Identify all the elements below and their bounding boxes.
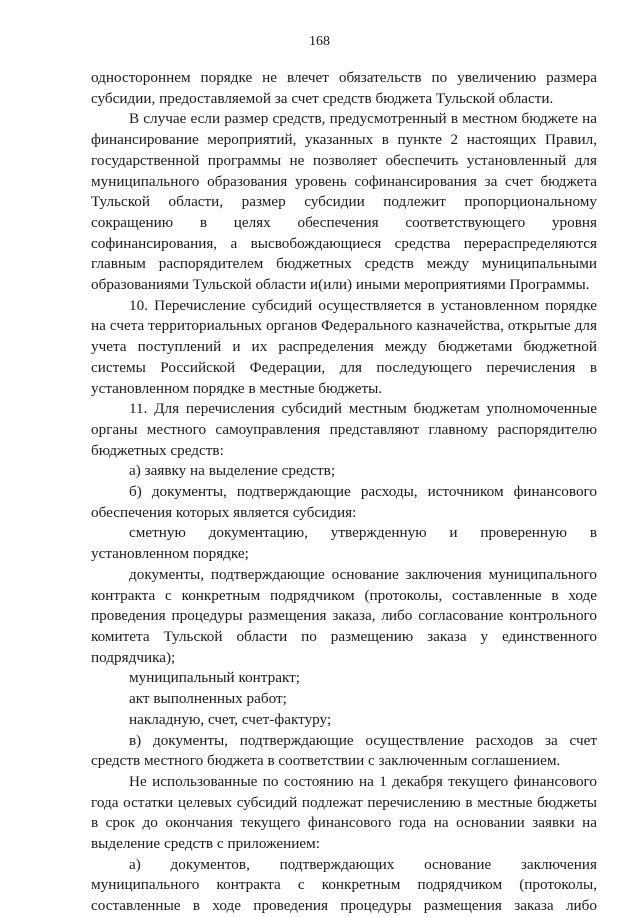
paragraph-continuation: одностороннем порядке не влечет обязательств по увеличению размера субсидии, предоставляемой за счет средств бюджета Тульской области. [91,69,597,107]
paragraph-subitem-v: в) документы, подтверждающие осуществление расходов за счет средств местного бюджета в соответствии с заключенным соглашением. [91,731,597,770]
paragraph-contract-basis: документы, подтверждающие основание заключения муниципального контракта с конкретным подрядчиком (протоколы, составленные в ходе проведения процедуры размещения заказа, либо согласование контрольного комитета Тульской области по размещению заказа у единственного подрядчика); [91,565,597,666]
paragraph-subitem-a: а) заявку на выделение средств; [129,462,336,480]
paragraph-unused-balances: Не использованные по состоянию на 1 декабря текущего финансового года остатки целевых субсидий подлежат перечислению в местные бюджеты в срок до окончания текущего финансового года на основании заявки на выделение средств с приложением: [91,772,597,853]
paragraph-subitem-b: б) документы, подтверждающие расходы, источником финансового обеспечения которых является субсидия: [91,483,597,521]
document-body [91,68,597,917]
paragraph-subsidy-reduction: В случае если размер средств, предусмотренный в местном бюджете на финансирование мероприятий, указанных в пункте 2 настоящих Правил, государственной программы не позволяет обеспечить установленный для муниципального образования уровень софинансирования за счет бюджета Тульской области, размер субсидии подлежит пропорциональному сокращению в целях обеспечения соответствующего уровня софинансирования, а высвобождающиеся средства перераспределяются главным распорядителем бюджетных средств между муниципальными образованиями Тульской области и(или) иными мероприятиями Программы. [91,110,597,294]
paragraph-item-10: 10. Перечисление субсидий осуществляется в установленном порядке на счета территориальных органов Федерального казначейства, открытые для учета поступлений и их распределения между бюджетами бюджетной системы Российской Федерации, для последующего перечисления в установленном порядке в местные бюджеты. [91,296,597,397]
paragraph-item-11: 11. Для перечисления субсидий местным бюджетам уполномоченные органы местного самоуправления представляют главному распорядителю бюджетных средств: [91,400,597,459]
paragraph-invoice: накладную, счет, счет-фактуру; [129,710,332,728]
paragraph-estimate-docs: сметную документацию, утвержденную и проверенную в установленном порядке; [91,524,597,563]
page-number: 168 [309,34,330,49]
paragraph-municipal-contract: муниципальный контракт; [129,669,300,687]
paragraph-attachment-a: а) документов, подтверждающих основание заключения муниципального контракта с конкретным подрядчиком (протоколы, составленные в ходе проведения процедуры размещения заказа либо [91,855,597,915]
paragraph-work-act: акт выполненных работ; [129,690,287,708]
